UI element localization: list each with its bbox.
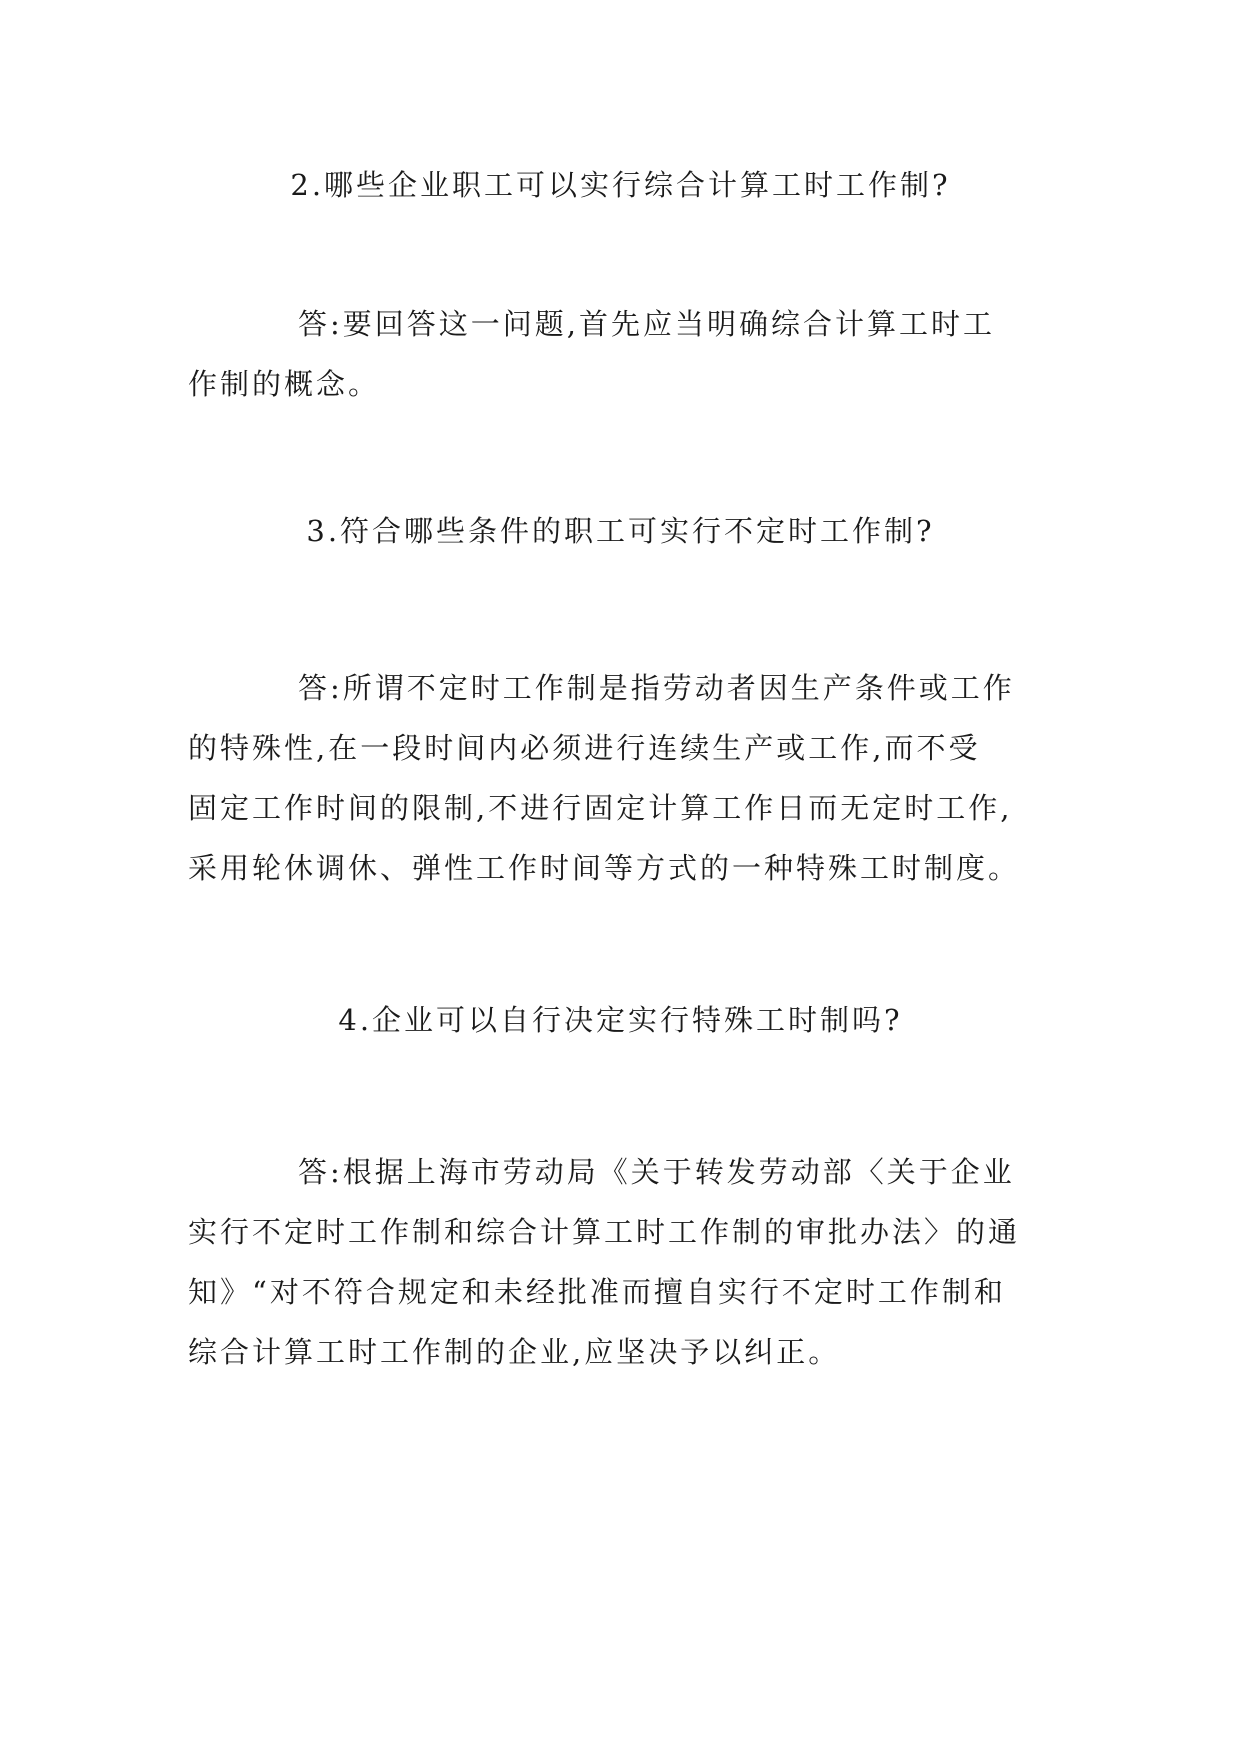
answer-4-line-3: 知》“对不符合规定和未经批准而擅自实行不定时工作制和 — [188, 1275, 1006, 1309]
answer-3-line-1: 答:所谓不定时工作制是指劳动者因生产条件或工作 — [298, 671, 1015, 705]
answer-3-line-4: 采用轮休调休、弹性工作时间等方式的一种特殊工时制度。 — [188, 851, 1021, 885]
answer-2-line-1: 答:要回答这一问题,首先应当明确综合计算工时工 — [298, 307, 995, 341]
question-4-heading: 4.企业可以自行决定实行特殊工时制吗? — [338, 1003, 903, 1037]
answer-4-line-2: 实行不定时工作制和综合计算工时工作制的审批办法〉的通 — [188, 1215, 1021, 1249]
answer-2-paragraph — [188, 294, 1068, 414]
answer-3-line-2: 的特殊性,在一段时间内必须进行连续生产或工作,而不受 — [188, 731, 981, 765]
answer-2-line-2: 作制的概念。 — [188, 367, 381, 401]
answer-3-line-3: 固定工作时间的限制,不进行固定计算工作日而无定时工作, — [188, 791, 1013, 825]
answer-4-line-4: 综合计算工时工作制的企业,应坚决予以纠正。 — [188, 1335, 841, 1369]
question-3-heading: 3.符合哪些条件的职工可实行不定时工作制? — [306, 514, 935, 548]
answer-4-paragraph — [188, 1142, 1068, 1382]
answer-3-paragraph — [188, 658, 1068, 898]
question-2-heading: 2.哪些企业职工可以实行综合计算工时工作制? — [290, 168, 951, 202]
answer-4-line-1: 答:根据上海市劳动局《关于转发劳动部〈关于企业 — [298, 1155, 1015, 1189]
